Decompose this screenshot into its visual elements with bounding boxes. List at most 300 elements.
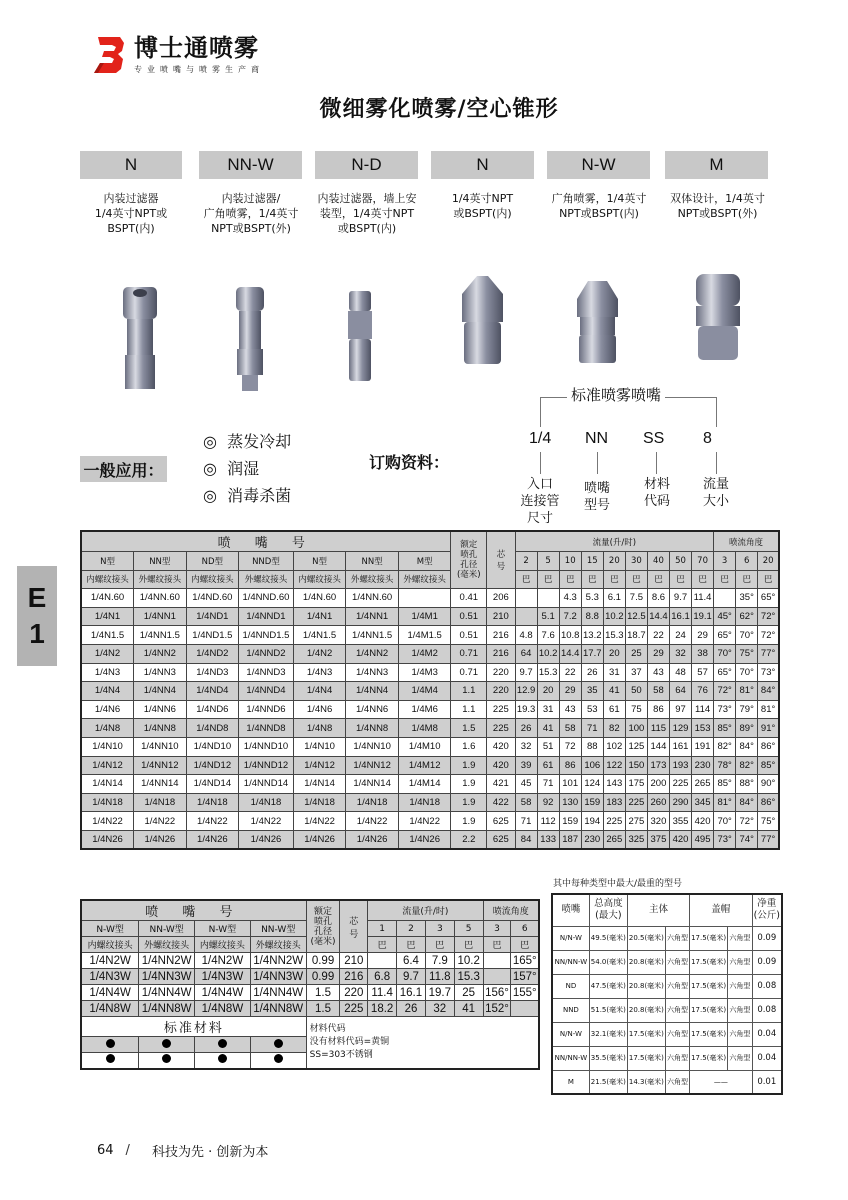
- nozzle-code: 1/4N.60: [81, 589, 134, 608]
- core: 220: [487, 682, 515, 701]
- nozzle-code: 1/4N22: [81, 812, 134, 831]
- flow-value: 71: [515, 812, 537, 831]
- page-number: 64: [97, 1143, 114, 1158]
- nozzle-code: 1/4NN10: [134, 737, 187, 756]
- weight: 0.04: [752, 1022, 782, 1046]
- flow-value: 9.7: [397, 969, 426, 985]
- unit: 巴: [758, 570, 779, 589]
- nozzle-code: 1/4NN2W: [250, 953, 306, 969]
- nozzle-n-w-image: [570, 277, 625, 367]
- unit: 巴: [483, 937, 511, 953]
- nozzle-code: 1/4N26: [346, 830, 399, 849]
- angle-value: 73°: [758, 663, 779, 682]
- flow-value: 17.7: [581, 644, 603, 663]
- brand-tagline: 专业喷嘴与喷雾生产商: [134, 65, 264, 74]
- angle-value: 65°: [714, 663, 736, 682]
- nozzle-code: 1/4NN8: [346, 719, 399, 738]
- type-description: 广角喷雾，1/4英寸 NPT或BSPT(内): [551, 192, 647, 220]
- flow-value: 32: [669, 644, 691, 663]
- flow-value: 37: [625, 663, 647, 682]
- flow-value: 200: [647, 775, 669, 794]
- flow-value: 265: [603, 830, 625, 849]
- nozzle-code: 1/4NN2: [346, 644, 399, 663]
- flow-value: 20: [537, 682, 559, 701]
- pressure: 6: [511, 921, 539, 937]
- body-shape: 六角型: [665, 998, 689, 1022]
- ordering-title: 标准喷雾喷嘴: [567, 384, 665, 405]
- pressure: 5: [454, 921, 483, 937]
- table-row: [81, 812, 779, 831]
- angle-value: 84°: [736, 793, 758, 812]
- table-row: [81, 626, 779, 645]
- angle-value: 75°: [758, 812, 779, 831]
- body-shape: 六角型: [665, 950, 689, 974]
- flow-value: 124: [581, 775, 603, 794]
- table-row: [81, 756, 779, 775]
- cap-shape: 六角型: [728, 998, 752, 1022]
- flow-value: 191: [692, 737, 714, 756]
- order-code-caption: 喷嘴 型号: [583, 481, 610, 513]
- angle-value: 84°: [758, 682, 779, 701]
- orifice: 0.71: [451, 663, 487, 682]
- table-row: [81, 682, 779, 701]
- brand-logo: [92, 34, 264, 75]
- flow-value: 175: [625, 775, 647, 794]
- nozzle-code: 1/4N22: [186, 812, 239, 831]
- col-conn: 外螺纹接头: [134, 570, 187, 589]
- body-size: 20.8(毫米): [627, 950, 665, 974]
- flow-value: 18.2: [368, 1001, 397, 1017]
- flow-value: 41: [537, 719, 559, 738]
- nozzle-code: 1/4N3W: [81, 969, 139, 985]
- nozzle-code: 1/4N2W: [195, 953, 251, 969]
- angle-value: 70°: [714, 812, 736, 831]
- core: 225: [340, 1001, 368, 1017]
- table-row: [81, 775, 779, 794]
- order-code: NN: [585, 430, 609, 447]
- nozzle-code: 1/4M6: [398, 700, 451, 719]
- flow-value: 22: [647, 626, 669, 645]
- flow-value: 76: [692, 682, 714, 701]
- orifice-header: 额定 喷孔 孔径 (毫米): [451, 531, 487, 589]
- flow-value: 61: [603, 700, 625, 719]
- nozzle-code: 1/4N26: [81, 830, 134, 849]
- flow-value: 275: [625, 812, 647, 831]
- nozzle-code: 1/4NN8: [134, 719, 187, 738]
- connector-line: [540, 452, 541, 474]
- col-type: N-W型: [195, 921, 251, 937]
- flow-value: 144: [647, 737, 669, 756]
- nozzle-code: 1/4NND12: [239, 756, 294, 775]
- flow-value: 39: [515, 756, 537, 775]
- nozzle-code: 1/4N10: [293, 737, 346, 756]
- wide-angle-table: [80, 899, 540, 1070]
- orifice: 1.1: [451, 682, 487, 701]
- flow-value: 101: [559, 775, 581, 794]
- core: 220: [487, 663, 515, 682]
- pressure: 3: [714, 552, 736, 571]
- nozzle-type: NN/NN-W: [552, 1046, 589, 1070]
- flow-value: 133: [537, 830, 559, 849]
- nozzle-code: 1/4N18: [346, 793, 399, 812]
- page-footer: [97, 1141, 268, 1160]
- nozzle-code: 1/4ND10: [186, 737, 239, 756]
- nozzle-code: 1/4NND1: [239, 607, 294, 626]
- body-size: 17.5(毫米): [627, 1022, 665, 1046]
- nozzle-code: 1/4NND8: [239, 719, 294, 738]
- flow-value: 5.3: [581, 589, 603, 608]
- nozzle-code: 1/4M2: [398, 644, 451, 663]
- flow-value: 115: [647, 719, 669, 738]
- nozzle-code: 1/4NN3W: [139, 969, 195, 985]
- flow-value: 72: [559, 737, 581, 756]
- flow-value: 64: [669, 682, 691, 701]
- nozzle-code: 1/4N22: [293, 812, 346, 831]
- angle-value: 78°: [714, 756, 736, 775]
- flow-value: 43: [559, 700, 581, 719]
- angle-value: 84°: [736, 737, 758, 756]
- body-shape: 六角型: [665, 1070, 689, 1094]
- header-cap: 盖帽: [690, 894, 753, 926]
- nozzle-code: 1/4N10: [81, 737, 134, 756]
- flow-value: 10.2: [537, 644, 559, 663]
- body-shape: 六角型: [665, 1046, 689, 1070]
- materials-label: 标准材料: [81, 1017, 306, 1037]
- cap-size: 17.5(毫米): [690, 974, 728, 998]
- nozzle-n-image: [455, 272, 510, 367]
- nozzle-code: 1/4N26: [186, 830, 239, 849]
- unit: 巴: [515, 570, 537, 589]
- nozzle-code: 1/4N6: [293, 700, 346, 719]
- orifice: 1.9: [451, 756, 487, 775]
- nozzle-code: 1/4NND4: [239, 682, 294, 701]
- nozzle-code: 1/4NN10: [346, 737, 399, 756]
- flow-value: 19.7: [425, 985, 454, 1001]
- flow-value: 6.1: [603, 589, 625, 608]
- flow-value: 32: [515, 737, 537, 756]
- nozzle-code: 1/4ND12: [186, 756, 239, 775]
- nozzle-code: 1/4N12: [81, 756, 134, 775]
- orifice: 0.51: [451, 626, 487, 645]
- section-number: 1: [29, 618, 45, 649]
- flow-value: 19.1: [692, 607, 714, 626]
- flow-value: 11.8: [425, 969, 454, 985]
- body-shape: 六角型: [665, 926, 689, 950]
- table-row: [552, 1046, 782, 1070]
- core: 225: [487, 719, 515, 738]
- material-dot: [195, 1037, 251, 1053]
- col-type: NN型: [346, 552, 399, 571]
- nozzle-code: 1/4N6: [81, 700, 134, 719]
- nozzle-code: 1/4NN8W: [139, 1001, 195, 1017]
- core: 210: [487, 607, 515, 626]
- weight-table-caption: 其中每种类型中最大/最重的型号: [553, 879, 683, 889]
- flow-value: 29: [559, 682, 581, 701]
- nozzle-code: 1/4N.60: [293, 589, 346, 608]
- flow-value: 15.3: [454, 969, 483, 985]
- unit: 巴: [368, 937, 397, 953]
- header-weight: 净重 (公斤): [752, 894, 782, 926]
- type-tab: N-W: [547, 151, 650, 179]
- nozzle-code: 1/4NN3: [346, 663, 399, 682]
- col-conn: 外螺纹接头: [398, 570, 451, 589]
- unit: 巴: [397, 937, 426, 953]
- angle-value: 86°: [758, 793, 779, 812]
- col-type: NN-W型: [250, 921, 306, 937]
- flow-value: 7.5: [625, 589, 647, 608]
- orifice: 0.41: [451, 589, 487, 608]
- flow-value: 4.8: [515, 626, 537, 645]
- flow-value: 8.6: [647, 589, 669, 608]
- type-tab: M: [665, 151, 768, 179]
- flow-value: 41: [603, 682, 625, 701]
- core: 216: [487, 626, 515, 645]
- col-type: N-W型: [81, 921, 139, 937]
- col-conn: 外螺纹接头: [139, 937, 195, 953]
- flow-value: 225: [625, 793, 647, 812]
- application-item: ◎ 润湿: [203, 459, 260, 478]
- nozzle-code: 1/4ND.60: [186, 589, 239, 608]
- flow-value: 106: [581, 756, 603, 775]
- header-body: 主体: [627, 894, 689, 926]
- connector-line: [716, 452, 717, 474]
- flow-value: 20: [603, 644, 625, 663]
- flow-value: 375: [647, 830, 669, 849]
- height: 51.5(毫米): [589, 998, 627, 1022]
- angle-value: 75°: [736, 644, 758, 663]
- nozzle-code: 1/4NN3: [134, 663, 187, 682]
- cap-size: ——: [690, 1070, 753, 1094]
- unit: 巴: [692, 570, 714, 589]
- flow-value: 265: [692, 775, 714, 794]
- main-spec-table: [80, 530, 780, 850]
- order-code-caption: 流量 大小: [702, 477, 729, 509]
- nozzle-code: 1/4NN4: [346, 682, 399, 701]
- nozzle-code: 1/4ND1: [186, 607, 239, 626]
- flow-value: 50: [625, 682, 647, 701]
- order-code-caption: 入口 连接管 尺寸: [520, 477, 560, 526]
- nozzle-code: 1/4N4: [293, 682, 346, 701]
- nozzle-code: 1/4ND1.5: [186, 626, 239, 645]
- nozzle-code: 1/4N8W: [195, 1001, 251, 1017]
- nozzle-code: 1/4N4W: [81, 985, 139, 1001]
- section-tab: [17, 566, 57, 666]
- flow-value: 150: [625, 756, 647, 775]
- nozzle-type: N/N-W: [552, 1022, 589, 1046]
- angle-value: 155°: [511, 985, 539, 1001]
- cap-shape: 六角型: [728, 1046, 752, 1070]
- nozzle-code: 1/4N22: [239, 812, 294, 831]
- nozzle-code: 1/4N18: [186, 793, 239, 812]
- flow-value: 10.2: [454, 953, 483, 969]
- col-conn: 内螺纹接头: [195, 937, 251, 953]
- weight: 0.09: [752, 926, 782, 950]
- pressure: 15: [581, 552, 603, 571]
- angle-value: 152°: [483, 1001, 511, 1017]
- flow-value: 45: [515, 775, 537, 794]
- pressure: 20: [603, 552, 625, 571]
- weight: 0.09: [752, 950, 782, 974]
- type-tab: NN-W: [199, 151, 302, 179]
- orifice: 1.5: [451, 719, 487, 738]
- nozzle-code: 1/4NN14: [346, 775, 399, 794]
- pressure: 6: [736, 552, 758, 571]
- flow-value: 31: [603, 663, 625, 682]
- flow-header: 流量(升/时): [515, 531, 714, 552]
- flow-value: 29: [647, 644, 669, 663]
- flow-value: 102: [603, 737, 625, 756]
- nozzle-code: 1/4M3: [398, 663, 451, 682]
- nozzle-code: 1/4M12: [398, 756, 451, 775]
- nozzle-type: M: [552, 1070, 589, 1094]
- table-row: [552, 1022, 782, 1046]
- nozzle-code: 1/4N18: [293, 793, 346, 812]
- type-tab: N-D: [315, 151, 418, 179]
- flow-value: 183: [603, 793, 625, 812]
- orifice: 1.1: [451, 700, 487, 719]
- nozzle-code: 1/4NN6: [346, 700, 399, 719]
- nozzle-type: ND: [552, 974, 589, 998]
- nozzle-code: 1/4M8: [398, 719, 451, 738]
- application-item: ◎ 消毒杀菌: [203, 486, 292, 505]
- core-header: 芯 号: [340, 900, 368, 953]
- orifice: 1.6: [451, 737, 487, 756]
- nozzle-code: 1/4NND.60: [239, 589, 294, 608]
- flow-value: [515, 589, 537, 608]
- body-shape: 六角型: [665, 974, 689, 998]
- core: 220: [340, 985, 368, 1001]
- nozzle-type: NN/NN-W: [552, 950, 589, 974]
- flow-value: 495: [692, 830, 714, 849]
- flow-value: 51: [537, 737, 559, 756]
- flow-value: 225: [669, 775, 691, 794]
- application-item: ◎ 蒸发冷却: [203, 432, 292, 451]
- flow-value: 64: [515, 644, 537, 663]
- table-row: [81, 737, 779, 756]
- angle-value: 70°: [736, 663, 758, 682]
- unit: 巴: [736, 570, 758, 589]
- weight: 0.08: [752, 974, 782, 998]
- type-description: 内装过滤器/ 广角喷雾，1/4英寸 NPT或BSPT(外): [203, 192, 299, 235]
- nozzle-code: 1/4NND1.5: [239, 626, 294, 645]
- table-row: [552, 974, 782, 998]
- angle-value: 72°: [736, 812, 758, 831]
- flow-value: 225: [603, 812, 625, 831]
- flow-value: 320: [647, 812, 669, 831]
- flow-value: 22: [559, 663, 581, 682]
- flow-value: 6.4: [397, 953, 426, 969]
- flow-value: 16.1: [397, 985, 426, 1001]
- col-conn: 内螺纹接头: [186, 570, 239, 589]
- nozzle-code: 1/4M1: [398, 607, 451, 626]
- core: 625: [487, 812, 515, 831]
- flow-value: 14.4: [647, 607, 669, 626]
- cap-shape: 六角型: [728, 1022, 752, 1046]
- nozzle-code: 1/4N12: [293, 756, 346, 775]
- nozzle-code: 1/4N4W: [195, 985, 251, 1001]
- nozzle-code: 1/4M14: [398, 775, 451, 794]
- flow-value: 12.5: [625, 607, 647, 626]
- nozzle-code: 1/4N22: [346, 812, 399, 831]
- nozzle-code: 1/4NN1: [134, 607, 187, 626]
- flow-value: 35: [581, 682, 603, 701]
- core: 625: [487, 830, 515, 849]
- flow-value: 15.3: [537, 663, 559, 682]
- material-dot: [81, 1037, 139, 1053]
- flow-value: 129: [669, 719, 691, 738]
- table-row: [81, 793, 779, 812]
- nozzle-code: 1/4N8: [293, 719, 346, 738]
- height: 35.5(毫米): [589, 1046, 627, 1070]
- type-description: 1/4英寸NPT 或BSPT(内): [451, 192, 514, 220]
- nozzle-code: 1/4N8: [81, 719, 134, 738]
- flow-value: 420: [669, 830, 691, 849]
- flow-value: 57: [692, 663, 714, 682]
- table-row: [552, 950, 782, 974]
- flow-value: 230: [692, 756, 714, 775]
- angle-value: 81°: [758, 700, 779, 719]
- angle-value: 73°: [714, 700, 736, 719]
- orifice: 1.9: [451, 812, 487, 831]
- angle-value: [511, 1001, 539, 1017]
- flow-value: 13.2: [581, 626, 603, 645]
- flow-value: 26: [515, 719, 537, 738]
- nozzle-code: 1/4ND3: [186, 663, 239, 682]
- nozzle-code: 1/4NN12: [346, 756, 399, 775]
- angle-value: 157°: [511, 969, 539, 985]
- flow-value: 260: [647, 793, 669, 812]
- orifice: 1.9: [451, 793, 487, 812]
- nozzle-code: 1/4M4: [398, 682, 451, 701]
- nozzle-n-image: [115, 283, 165, 393]
- flow-value: 161: [669, 737, 691, 756]
- flow-value: 71: [537, 775, 559, 794]
- pressure: 30: [625, 552, 647, 571]
- body-shape: 六角型: [665, 1022, 689, 1046]
- core-header: 芯 号: [487, 531, 515, 589]
- orifice: 1.5: [306, 985, 340, 1001]
- cap-shape: 六角型: [728, 950, 752, 974]
- angle-header: 喷流角度: [714, 531, 779, 552]
- flow-value: 82: [603, 719, 625, 738]
- flow-value: 100: [625, 719, 647, 738]
- pressure: 1: [368, 921, 397, 937]
- core: 420: [487, 737, 515, 756]
- nozzle-code: 1/4NN12: [134, 756, 187, 775]
- pressure: 40: [647, 552, 669, 571]
- flow-value: 5.1: [537, 607, 559, 626]
- table-row: [552, 926, 782, 950]
- flow-value: 25: [625, 644, 647, 663]
- angle-value: [483, 953, 511, 969]
- nozzle-code: 1/4NND3: [239, 663, 294, 682]
- nozzle-code: 1/4N22: [398, 812, 451, 831]
- cap-size: 17.5(毫米): [690, 998, 728, 1022]
- nozzle-code: 1/4N4: [81, 682, 134, 701]
- angle-value: 74°: [736, 830, 758, 849]
- flow-value: 187: [559, 830, 581, 849]
- flow-value: 10.8: [559, 626, 581, 645]
- type-description: 双体设计，1/4英寸 NPT或BSPT(外): [670, 192, 765, 220]
- angle-value: 72°: [714, 682, 736, 701]
- flow-value: 86: [559, 756, 581, 775]
- flow-value: 125: [625, 737, 647, 756]
- flow-value: 58: [647, 682, 669, 701]
- weight-table: [551, 893, 783, 1095]
- applications-list: [203, 428, 291, 509]
- nozzle-m-image: [688, 270, 748, 365]
- height: 54.0(毫米): [589, 950, 627, 974]
